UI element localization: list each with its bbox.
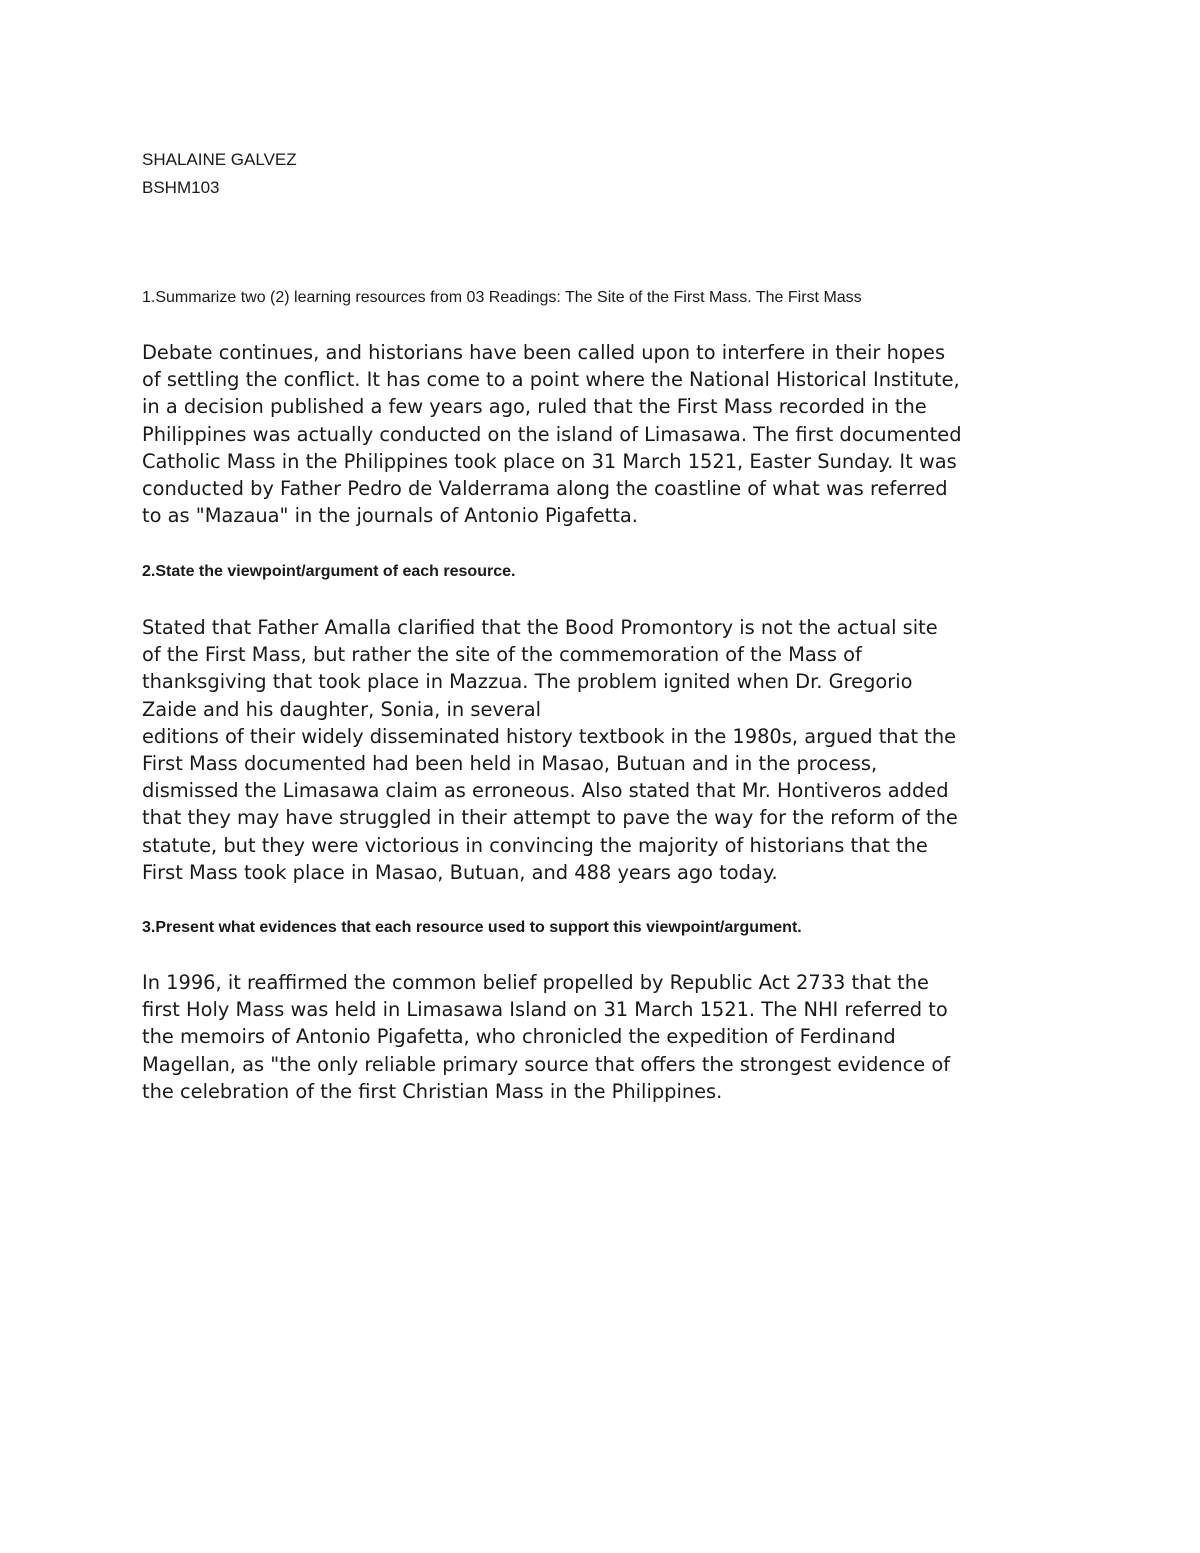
- student-section: BSHM103: [142, 178, 220, 197]
- answer-1-line: in a decision published a few years ago, ruled that the First Mass recorded in the: [142, 395, 927, 419]
- answer-3: [142, 969, 1062, 1105]
- question-3-prompt: 3.Present what evidences that each resource used to support this viewpoint/argument.: [142, 919, 802, 936]
- answer-2-line: First Mass documented had been held in Masao, Butuan and in the process,: [142, 752, 878, 776]
- answer-1-line: Catholic Mass in the Philippines took place on 31 March 1521, Easter Sunday. It was: [142, 449, 957, 473]
- answer-1-line: Debate continues, and historians have been called upon to interfere in their hopes: [142, 341, 946, 364]
- answer-3-line: In 1996, it reaffirmed the common belief propelled by Republic Act 2733 that the: [142, 971, 929, 994]
- answer-2-line: that they may have struggled in their attempt to pave the way for the reform of the: [142, 806, 958, 830]
- answer-1-line: Philippines was actually conducted on the island of Limasawa. The first documented: [142, 422, 962, 446]
- answer-2-line: Stated that Father Amalla clarified that the Bood Promontory is not the actual site: [142, 616, 938, 639]
- answer-1: [142, 339, 1062, 529]
- answer-1-line: conducted by Father Pedro de Valderrama along the coastline of what was referred: [142, 477, 948, 501]
- answer-2-line: First Mass took place in Masao, Butuan, and 488 years ago today.: [142, 860, 778, 884]
- answer-3-line: first Holy Mass was held in Limasawa Island on 31 March 1521. The NHI referred to: [142, 998, 948, 1022]
- answer-1-line: of settling the conflict. It has come to a point where the National Historical Institute,: [142, 368, 960, 392]
- student-header: [142, 146, 297, 202]
- answer-2-line: dismissed the Limasawa claim as erroneous. Also stated that Mr. Hontiveros added: [142, 779, 949, 803]
- answer-2-line: Zaide and his daughter, Sonia, in several: [142, 697, 542, 721]
- student-name: SHALAINE GALVEZ: [142, 150, 297, 169]
- answer-3-line: the memoirs of Antonio Pigafetta, who chronicled the expedition of Ferdinand: [142, 1025, 896, 1049]
- question-2-prompt: 2.State the viewpoint/argument of each resource.: [142, 563, 516, 580]
- answer-3-line: Magellan, as "the only reliable primary source that offers the strongest evidence of: [142, 1052, 951, 1076]
- answer-2: [142, 614, 1062, 886]
- question-1-prompt: 1.Summarize two (2) learning resources from 03 Readings: The Site of the First Mass. The First Mass: [142, 289, 862, 306]
- answer-2-line: editions of their widely disseminated history textbook in the 1980s, argued that the: [142, 724, 957, 748]
- answer-1-line: to as "Mazaua" in the journals of Antonio Pigafetta.: [142, 504, 638, 528]
- answer-2-line: statute, but they were victorious in convincing the majority of historians that the: [142, 833, 928, 857]
- answer-2-line: thanksgiving that took place in Mazzua. The problem ignited when Dr. Gregorio: [142, 670, 913, 694]
- answer-3-line: the celebration of the first Christian Mass in the Philippines.: [142, 1079, 723, 1103]
- answer-2-line: of the First Mass, but rather the site of the commemoration of the Mass of: [142, 643, 862, 667]
